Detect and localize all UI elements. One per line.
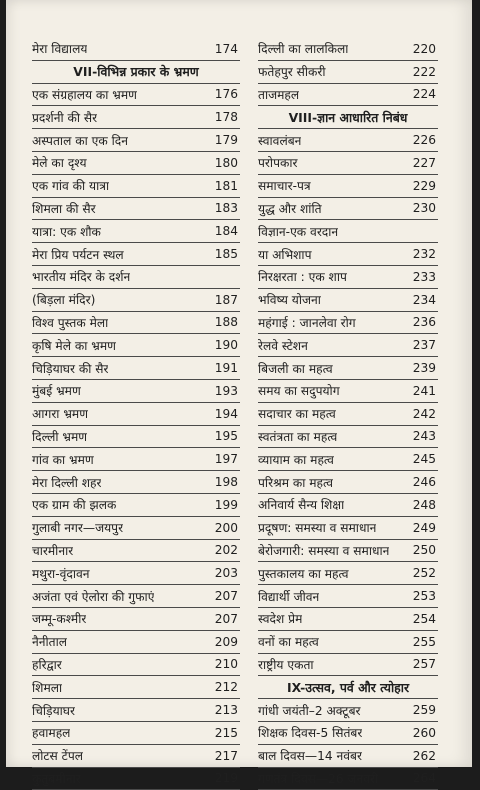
entry-title: या अभिशाप (258, 246, 312, 263)
toc-entry (32, 243, 240, 266)
toc-entry (32, 494, 240, 517)
entry-title: दिल्ली भ्रमण (32, 428, 87, 445)
page-number: 242 (413, 407, 438, 421)
toc-entry (32, 722, 240, 745)
entry-title: वनों का महत्व (258, 633, 319, 650)
toc-entry (32, 426, 240, 449)
entry-title: गांधी जयंती–2 अक्टूबर (258, 702, 361, 719)
toc-entry (32, 357, 240, 380)
page-number: 193 (215, 384, 240, 398)
page-number: 191 (215, 361, 240, 375)
entry-title: (बिड़ला मंदिर) (32, 291, 95, 308)
page-number: 233 (413, 270, 438, 284)
entry-title: एक संग्रहालय का भ्रमण (32, 86, 137, 103)
toc-entry (258, 631, 438, 654)
entry-title: गांव का भ्रमण (32, 451, 94, 468)
entry-title: भविष्य योजना (258, 291, 321, 308)
toc-entry (32, 471, 240, 494)
entry-title: पुस्तकालय का महत्व (258, 565, 349, 582)
page-number: 252 (413, 566, 438, 580)
toc-entry (258, 494, 438, 517)
toc-entry (32, 152, 240, 175)
page-number: 237 (413, 338, 438, 352)
toc-entry (32, 676, 240, 699)
page-number: 248 (413, 498, 438, 512)
toc-entry (32, 608, 240, 631)
toc-entry (32, 38, 240, 61)
entry-title: आगरा भ्रमण (32, 405, 88, 422)
page-number: 184 (215, 224, 240, 238)
left-column (32, 38, 240, 790)
toc-entry (258, 220, 438, 243)
entry-title: गणतंत्र दिवस—26 जनवरी (258, 770, 378, 787)
page-number: 203 (215, 566, 240, 580)
toc-entry (258, 699, 438, 722)
toc-entry (258, 266, 438, 289)
toc-entry (258, 745, 438, 768)
toc-entry (32, 585, 240, 608)
entry-title: प्रदर्शनी की सैर (32, 109, 97, 126)
page-number: 194 (215, 407, 240, 421)
toc-entry (258, 175, 438, 198)
toc-entry (258, 84, 438, 107)
page-number: 215 (215, 726, 240, 740)
right-column (258, 38, 438, 790)
page-number: 227 (413, 156, 438, 170)
toc-entry (32, 380, 240, 403)
toc-entry (258, 61, 438, 84)
page-number: 207 (215, 589, 240, 603)
page-number: 178 (215, 110, 240, 124)
entry-title: प्रदूषण: समस्या व समाधान (258, 519, 376, 536)
entry-title: हवामहल (32, 724, 70, 741)
entry-title: शिमला की सैर (32, 200, 96, 217)
toc-entry (258, 129, 438, 152)
toc-entry (32, 198, 240, 221)
page-number: 197 (215, 452, 240, 466)
toc-entry (32, 106, 240, 129)
toc-entry (32, 448, 240, 471)
entry-title: स्वावलंबन (258, 132, 301, 149)
entry-title: लोटस टेंपल (32, 747, 83, 764)
page-number: 232 (413, 247, 438, 261)
page-number: 224 (413, 87, 438, 101)
entry-title: स्वतंत्रता का महत्व (258, 428, 337, 445)
entry-title: सदाचार का महत्व (258, 405, 336, 422)
page-number: 195 (215, 429, 240, 443)
toc-entry (258, 562, 438, 585)
page-number: 213 (215, 703, 240, 717)
page-number: 209 (215, 635, 240, 649)
entry-title: निरक्षरता : एक शाप (258, 268, 347, 285)
toc-entry (32, 745, 240, 768)
page-number: 217 (215, 749, 240, 763)
entry-title: मथुरा-वृंदावन (32, 565, 90, 582)
toc-entry (258, 380, 438, 403)
entry-title: रेलवे स्टेशन (258, 337, 308, 354)
toc-entry (258, 38, 438, 61)
toc-entry (258, 312, 438, 335)
entry-title: हरिद्वार (32, 656, 62, 673)
page-number: 185 (215, 247, 240, 261)
entry-title: परिश्रम का महत्व (258, 474, 333, 491)
toc-entry (258, 448, 438, 471)
toc-entry (32, 266, 240, 289)
toc-entry (258, 289, 438, 312)
page-number: 246 (413, 475, 438, 489)
entry-title: एक ग्राम की झलक (32, 496, 116, 513)
toc-entry (32, 403, 240, 426)
entry-title: कुतुबमीनार (32, 770, 81, 787)
entry-title: अजंता एवं ऐलोरा की गुफाएं (32, 588, 154, 605)
page-number: 188 (215, 315, 240, 329)
toc-entry (258, 654, 438, 677)
page-number: 257 (413, 657, 438, 671)
entry-title: मेरा प्रिय पर्यटन स्थल (32, 246, 124, 263)
toc-entry (32, 84, 240, 107)
page-number: 254 (413, 612, 438, 626)
page-number: 202 (215, 543, 240, 557)
page-number: 255 (413, 635, 438, 649)
page-number: 230 (413, 201, 438, 215)
toc-entry (258, 722, 438, 745)
page-number: 176 (215, 87, 240, 101)
entry-title: विज्ञान-एक वरदान (258, 223, 338, 240)
entry-title: चिड़ियाघर (32, 702, 75, 719)
page-number: 236 (413, 315, 438, 329)
toc-entry (32, 289, 240, 312)
entry-title: विद्यार्थी जीवन (258, 588, 319, 605)
entry-title: युद्ध और शांति (258, 200, 322, 217)
toc-entry (32, 654, 240, 677)
section-heading: IX-उत्सव, पर्व और त्योहार (258, 676, 438, 699)
entry-title: मेरा विद्यालय (32, 40, 87, 57)
entry-title: दिल्ली का लालकिला (258, 40, 348, 57)
page-number: 222 (413, 65, 438, 79)
page-number: 212 (215, 680, 240, 694)
entry-title: भारतीय मंदिर के दर्शन (32, 268, 130, 285)
page-number: 210 (215, 657, 240, 671)
entry-title: बिजली का महत्व (258, 360, 333, 377)
toc-entry (258, 426, 438, 449)
toc-entry (32, 699, 240, 722)
page-number: 226 (413, 133, 438, 147)
book-page (6, 0, 472, 767)
entry-title: मेरा दिल्ली शहर (32, 474, 101, 491)
entry-title: कृषि मेले का भ्रमण (32, 337, 116, 354)
section-heading: VII-विभिन्न प्रकार के भ्रमण (32, 61, 240, 84)
page-number: 249 (413, 521, 438, 535)
entry-title: स्वदेश प्रेम (258, 610, 302, 627)
toc-entry (32, 517, 240, 540)
toc-entry (258, 243, 438, 266)
toc-entry (32, 129, 240, 152)
toc-entry (258, 357, 438, 380)
toc-entry (32, 334, 240, 357)
toc-entry (32, 312, 240, 335)
page-number: 262 (413, 749, 438, 763)
page-number: 181 (215, 179, 240, 193)
page-number: 179 (215, 133, 240, 147)
toc-entry (32, 562, 240, 585)
page-number: 207 (215, 612, 240, 626)
page-number: 264 (413, 771, 438, 785)
page-number: 180 (215, 156, 240, 170)
page-number: 234 (413, 293, 438, 307)
entry-title: मेले का दृश्य (32, 154, 87, 171)
page-number: 260 (413, 726, 438, 740)
entry-title: महंगाई : जानलेवा रोग (258, 314, 356, 331)
page-number: 198 (215, 475, 240, 489)
entry-title: अस्पताल का एक दिन (32, 132, 128, 149)
toc-entry (258, 334, 438, 357)
entry-title: व्यायाम का महत्व (258, 451, 334, 468)
page-number: 245 (413, 452, 438, 466)
page-number: 219 (215, 771, 240, 785)
toc-entry (258, 471, 438, 494)
toc-entry (258, 768, 438, 790)
page-number: 250 (413, 543, 438, 557)
page-number: 183 (215, 201, 240, 215)
entry-title: समय का सदुपयोग (258, 382, 340, 399)
toc-entry (258, 517, 438, 540)
page-number: 190 (215, 338, 240, 352)
entry-title: गुलाबी नगर—जयपुर (32, 519, 123, 536)
toc-entry (258, 198, 438, 221)
toc-entry (32, 768, 240, 790)
entry-title: शिमला (32, 679, 62, 696)
page-number: 253 (413, 589, 438, 603)
entry-title: परोपकार (258, 154, 298, 171)
page-number: 259 (413, 703, 438, 717)
entry-title: समाचार-पत्र (258, 177, 311, 194)
entry-title: चिड़ियाघर की सैर (32, 360, 108, 377)
page-number: 243 (413, 429, 438, 443)
page-number: 229 (413, 179, 438, 193)
entry-title: अनिवार्य सैन्य शिक्षा (258, 496, 344, 513)
page-number: 199 (215, 498, 240, 512)
toc-entry (32, 631, 240, 654)
entry-title: जम्मू-कश्मीर (32, 610, 86, 627)
entry-title: बाल दिवस—14 नवंबर (258, 747, 362, 764)
page-number: 187 (215, 293, 240, 307)
toc-entry (32, 220, 240, 243)
entry-title: मुंबई भ्रमण (32, 382, 81, 399)
entry-title: शिक्षक दिवस-5 सितंबर (258, 724, 362, 741)
page-number: 200 (215, 521, 240, 535)
toc-entry (32, 175, 240, 198)
section-heading: VIII-ज्ञान आधारित निबंध (258, 106, 438, 129)
toc-entry (258, 540, 438, 563)
entry-title: फतेहपुर सीकरी (258, 63, 326, 80)
toc-entry (32, 540, 240, 563)
entry-title: ताजमहल (258, 86, 299, 103)
entry-title: एक गांव की यात्रा (32, 177, 109, 194)
entry-title: राष्ट्रीय एकता (258, 656, 314, 673)
entry-title: चारमीनार (32, 542, 73, 559)
page-number: 220 (413, 42, 438, 56)
toc-entry (258, 585, 438, 608)
page-number: 241 (413, 384, 438, 398)
entry-title: यात्रा: एक शौक (32, 223, 101, 240)
toc-entry (258, 608, 438, 631)
entry-title: विश्व पुस्तक मेला (32, 314, 108, 331)
toc-entry (258, 152, 438, 175)
entry-title: बेरोजगारी: समस्या व समाधान (258, 542, 389, 559)
page-number: 174 (215, 42, 240, 56)
toc-entry (258, 403, 438, 426)
page-number: 239 (413, 361, 438, 375)
entry-title: नैनीताल (32, 633, 67, 650)
